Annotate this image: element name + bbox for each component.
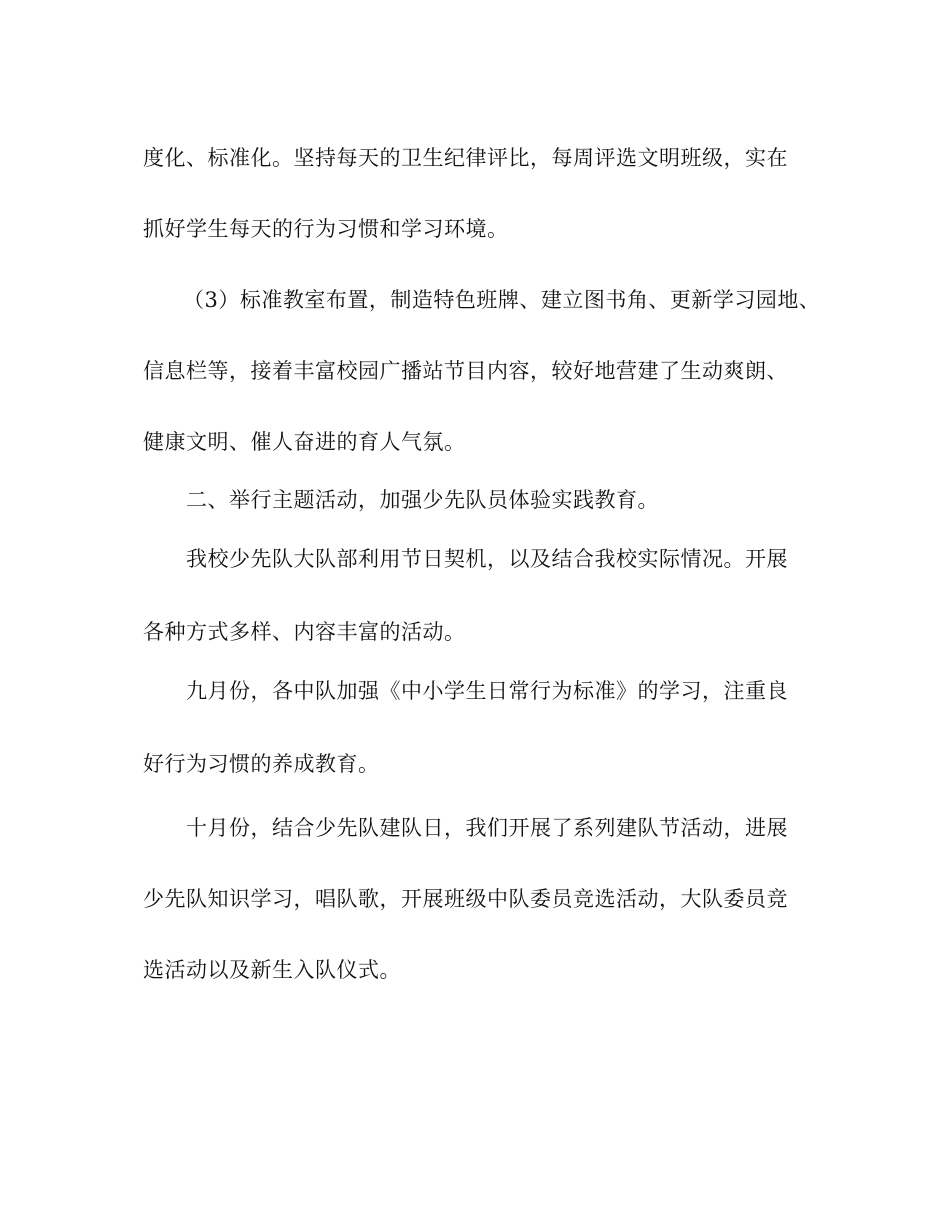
text-line: 抓好学生每天的行为习惯和学习环境。 — [143, 217, 509, 241]
text-line: 度化、标准化。坚持每天的卫生纪律评比，每周评选文明班级，实在 — [143, 146, 788, 170]
text-line: 选活动以及新生入队仪式。 — [143, 958, 401, 982]
text-line: 少先队知识学习，唱队歌，开展班级中队委员竞选活动，大队委员竞 — [143, 887, 788, 911]
text-line: 信息栏等，接着丰富校园广播站节目内容，较好地营建了生动爽朗、 — [143, 359, 788, 383]
text-line: 我校少先队大队部利用节日契机，以及结合我校实际情况。开展 — [186, 547, 788, 571]
text-line: 健康文明、催人奋进的育人气氛。 — [143, 430, 466, 454]
text-line: 九月份，各中队加强《中小学生日常行为标准》的学习，注重良 — [186, 679, 788, 703]
section-heading: 二、举行主题活动，加强少先队员体验实践教育。 — [186, 488, 659, 512]
text-line: 好行为习惯的养成教育。 — [143, 752, 380, 776]
text-line: （3）标准教室布置，制造特色班牌、建立图书角、更新学习园地、 — [183, 288, 821, 312]
text-line: 十月份，结合少先队建队日，我们开展了系列建队节活动，进展 — [186, 816, 788, 840]
text-line: 各种方式多样、内容丰富的活动。 — [143, 620, 466, 644]
